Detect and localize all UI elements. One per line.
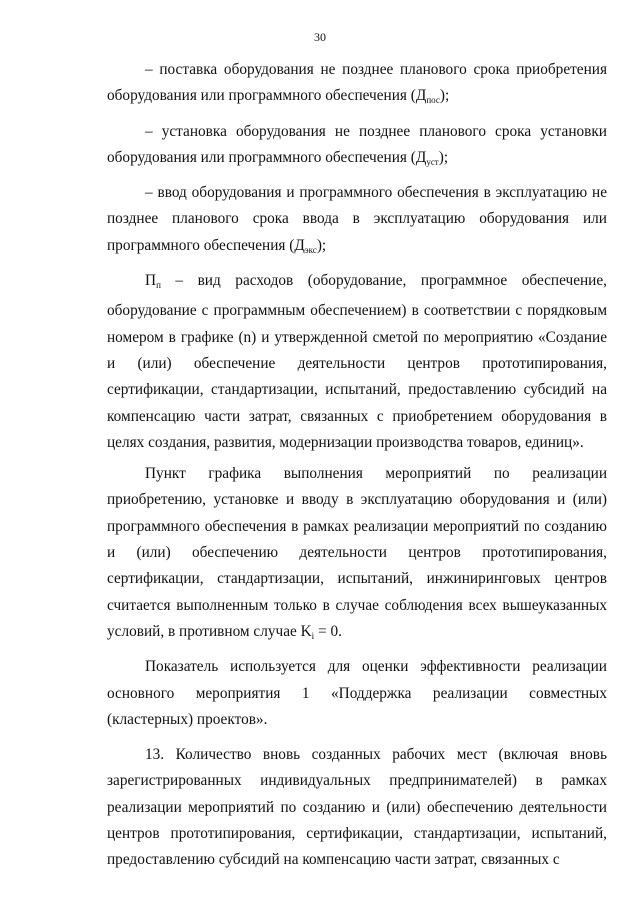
- page-number: 30: [314, 30, 326, 44]
- paragraph-schedule-item: Пункт графика выполнения мероприятий по реализации приобретению, установке и вводу в эксплуатацию оборудования и (или) программного обеспечения в рамках реализации мероприятий по созданию и (или) обеспечению деятельности центров прототипирования, сертификации, стандартизации, испытаний, инжиниринговых центров считается выполненным только в случае соблюдения всех вышеуказанных условий, в противном случае $K_i = 0$.: [107, 465, 607, 641]
- paragraph-commissioning: – ввод оборудования и программного обеспечения в эксплуатацию не позднее планового срока ввода в эксплуатацию оборудования или программного обеспечения $(Д_{экс})$;: [107, 184, 607, 255]
- paragraph-installation: – установка оборудования не позднее планового срока установки оборудования или программного обеспечения $(Д_{уст})$;: [107, 122, 607, 167]
- paragraph-delivery: – поставка оборудования не позднее планового срока приобретения оборудования или программного обеспечения $(Д_{пос})$;: [107, 61, 607, 106]
- document-body: [107, 57, 607, 874]
- paragraph-item-13: 13. Количество вновь созданных рабочих мест (включая вновь зарегистрированных индивидуальных предпринимателей) в рамках реализации мероприятий по созданию и (или) обеспечению деятельности центров прототипирования, сертификации, стандартизации, испытаний, предоставлению субсидий на компенсацию части затрат, связанных с: [107, 746, 607, 869]
- paragraph-expense-type: $П_п$ – вид расходов (оборудование, программное обеспечение, оборудование с программным обеспечением) в соответствии с порядковым номером в графике (n) и утвержденной сметой по мероприятию «Создание и (или) обеспечение деятельности центров прототипирования, сертификации, стандартизации, испытаний, предоставлению субсидий на компенсацию части затрат, связанных с приобретением оборудования в целях создания, развития, модернизации производства товаров, единиц».: [107, 272, 607, 451]
- paragraph-indicator-usage: Показатель используется для оценки эффективности реализации основного мероприятия 1 «Поддержка реализации совместных (кластерных) проектов».: [107, 658, 607, 728]
